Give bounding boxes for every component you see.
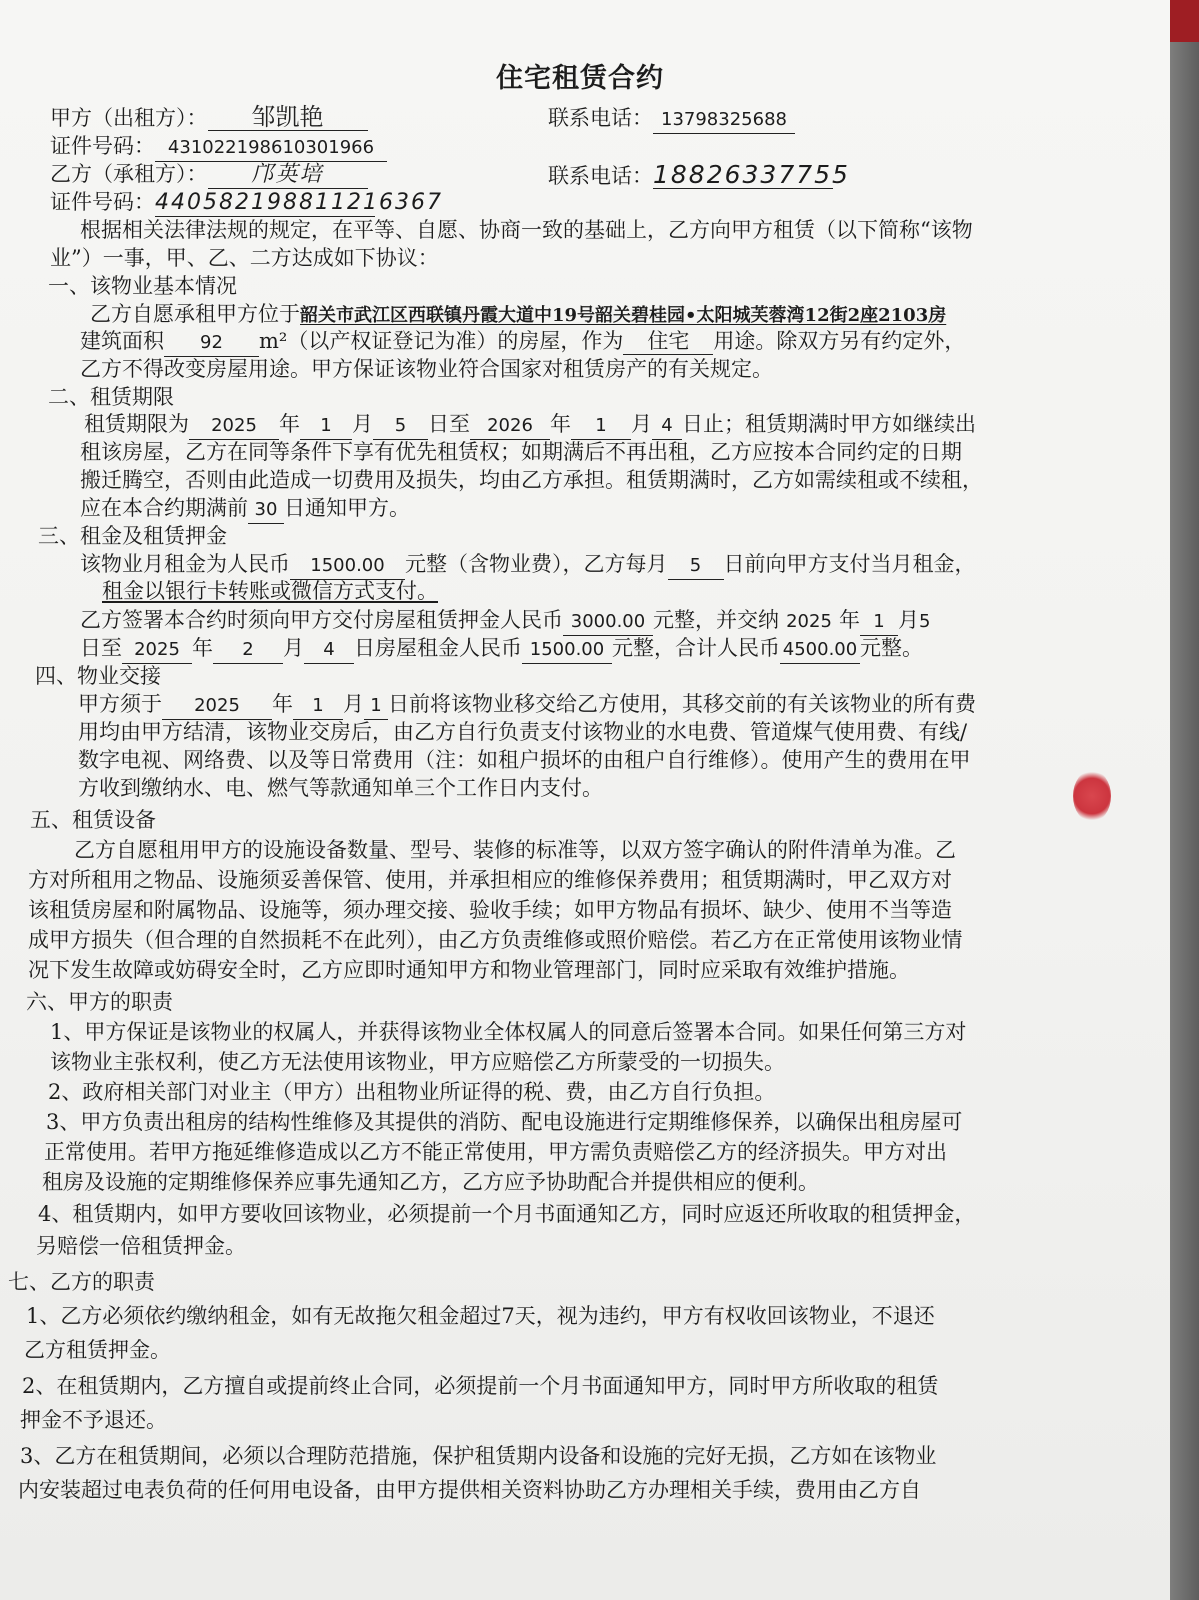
s6-line-3: 2、政府相关部门对业主（甲方）出租物业所证得的税、费，由乙方自行负担。 (48, 1080, 776, 1104)
intro-line-2: 业”）一事，甲、乙、二方达成如下协议： (50, 246, 439, 270)
s4-text: 甲方须于 (78, 692, 162, 716)
s3-line-1 (80, 550, 976, 580)
party-b-name: 邝英培 (208, 162, 368, 189)
s2-line-4 (80, 494, 410, 524)
s2-text: 月 (631, 412, 652, 436)
id-label: 证件号码： (50, 190, 155, 214)
lease-end-month: 1 (571, 413, 631, 440)
party-b-phone-row (548, 160, 850, 190)
s2-text: 租赁期限为 (84, 412, 189, 436)
section-3-heading: 三、租金及租赁押金 (38, 524, 227, 548)
page-title: 住宅租赁合约 (496, 63, 664, 94)
first-pay-year: 2025 (786, 611, 832, 632)
s3-text: 月 (283, 636, 304, 660)
s3-text: 年 (839, 608, 860, 632)
s2-text: 月 (352, 412, 373, 436)
s2-line-1 (84, 410, 976, 440)
handover-year: 2025 (162, 693, 272, 720)
first-pay-month: 1 (860, 609, 898, 636)
s2-text: 年 (279, 412, 300, 436)
s3-text: 年 (192, 636, 213, 660)
s3-text: 日前向甲方支付当月租金， (723, 552, 976, 576)
s6-line-2: 该物业主张权利，使乙方无法使用该物业，甲方应赔偿乙方所蒙受的一切损失。 (50, 1050, 785, 1074)
section-2-heading: 二、租赁期限 (48, 385, 174, 409)
s3-text: 元整，并交纳 (653, 608, 779, 632)
monthly-rent: 1500.00 (290, 553, 405, 580)
s5-line-1: 乙方自愿租用甲方的设施设备数量、型号、装修的标准等，以双方签字确认的附件清单为准。乙 (74, 838, 956, 862)
first-to-day: 4 (304, 637, 354, 664)
id-label: 证件号码： (50, 134, 155, 158)
red-seal-mark (1073, 770, 1111, 822)
party-b-row (50, 160, 368, 189)
party-b-label: 乙方（承租方）： (50, 162, 208, 186)
s1-line-1 (90, 300, 946, 330)
s7-line-3: 2、在租赁期内，乙方擅自或提前终止合同，必须提前一个月书面通知甲方，同时甲方所收取的租赁 (22, 1374, 939, 1398)
first-rent-amount: 1500.00 (522, 637, 612, 664)
deposit-amount: 3000.00 (563, 609, 653, 636)
s7-line-5: 3、乙方在租赁期间，必须以合理防范措施，保护租赁期内设备和设施的完好无损，乙方如在该物业 (20, 1444, 937, 1468)
s3-line-4 (80, 634, 923, 664)
s6-line-4: 3、甲方负责出租房的结构性维修及其提供的消防、配电设施进行定期维修保养，以确保出租房屋可 (46, 1110, 963, 1134)
s3-text: 元整（含物业费），乙方每月 (405, 552, 668, 576)
party-a-row (50, 104, 368, 132)
lease-start-year: 2025 (189, 413, 279, 440)
s3-text: 元整，合计人民币 (612, 636, 780, 660)
party-b-id: 440582198811216367 (155, 190, 443, 215)
s4-text: 月 (343, 692, 364, 716)
s3-line-2: 租金以银行卡转账或微信方式支付。 (102, 579, 438, 603)
s7-line-6: 内安装超过电表负荷的任何用电设备，由甲方提供相关资料协助乙方办理相关手续，费用由乙方自 (18, 1478, 921, 1502)
phone-label: 联系电话： (548, 164, 653, 188)
s2-text: 年 (550, 412, 571, 436)
lease-end-year: 2026 (470, 413, 550, 440)
lease-end-day: 4 (652, 413, 682, 440)
s4-line-2: 用均由甲方结清，该物业交房后，由乙方自行负责支付该物业的水电费、管道煤气使用费、有线/ (78, 720, 968, 744)
party-a-id-row (50, 132, 387, 162)
s7-line-4: 押金不予退还。 (20, 1408, 167, 1432)
s6-line-1: 1、甲方保证是该物业的权属人，并获得该物业全体权属人的同意后签署本合同。如果任何第三方对 (50, 1020, 967, 1044)
s2-text: 日止；租赁期满时甲方如继续出 (682, 412, 976, 436)
s1-line-2 (80, 327, 965, 357)
s2-line-2: 租该房屋，乙方在同等条件下享有优先租赁权；如期满后不再出租，乙方应按本合同约定的日期 (80, 440, 962, 464)
s4-line-3: 数字电视、网络费、以及等日常费用（注：如租户损坏的由租户自行维修）。使用产生的费用在甲 (78, 748, 971, 772)
s4-text: 年 (272, 692, 293, 716)
s7-line-2: 乙方租赁押金。 (24, 1338, 171, 1362)
total-amount: 4500.00 (780, 637, 860, 664)
party-a-id: 431022198610301966 (155, 135, 387, 162)
s6-line-5: 正常使用。若甲方拖延维修造成以乙方不能正常使用，甲方需负责赔偿乙方的经济损失。甲方对出 (44, 1140, 947, 1164)
s1-line-3: 乙方不得改变房屋用途。甲方保证该物业符合国家对租赁房产的有关规定。 (80, 357, 773, 381)
party-b-id-row (50, 188, 443, 217)
phone-label: 联系电话： (548, 106, 653, 130)
s2-text: 日通知甲方。 (284, 496, 410, 520)
party-b-phone: 18826337755 (653, 160, 850, 189)
intro-line-1: 根据相关法律法规的规定，在平等、自愿、协商一致的基础上，乙方向甲方租赁（以下简称“该物 (80, 218, 973, 242)
s2-line-3: 搬迁腾空，否则由此造成一切费用及损失，均由乙方承担。租赁期满时，乙方如需续租或不续租， (80, 468, 983, 492)
s5-line-5: 况下发生故障或妨碍安全时，乙方应即时通知甲方和物业管理部门，同时应采取有效维护措施。 (28, 958, 910, 982)
first-pay-day: 5 (919, 611, 931, 632)
s6-line-7: 4、租赁期内，如甲方要收回该物业，必须提前一个月书面通知乙方，同时应返还所收取的租赁押金， (38, 1202, 976, 1226)
handover-day: 1 (364, 693, 388, 720)
lease-start-day: 5 (373, 413, 428, 440)
s3-text: 乙方签署本合约时须向甲方交付房屋租赁押金人民币 (80, 608, 563, 632)
first-to-month: 2 (213, 637, 283, 664)
s3-text: 日房屋租金人民币 (354, 636, 522, 660)
lease-start-month: 1 (300, 413, 352, 440)
notice-days: 30 (248, 497, 284, 524)
party-a-phone-row (548, 104, 795, 134)
section-6-heading: 六、甲方的职责 (26, 990, 173, 1014)
s1-text: m²（以产权证登记为准）的房屋，作为 (259, 329, 624, 353)
s3-text: 元整。 (860, 636, 923, 660)
s5-line-3: 该租赁房屋和附属物品、设施等，须办理交接、验收手续；如甲方物品有损坏、缺少、使用不当等造 (28, 898, 952, 922)
s7-line-1: 1、乙方必须依约缴纳租金，如有无故拖欠租金超过7天，视为违约，甲方有权收回该物业，不退还 (26, 1304, 935, 1328)
property-usage: 住宅 (623, 328, 713, 355)
party-a-name: 邹凯艳 (208, 104, 368, 131)
section-1-heading: 一、该物业基本情况 (48, 274, 237, 298)
section-4-heading: 四、物业交接 (35, 664, 161, 688)
section-7-heading: 七、乙方的职责 (8, 1270, 155, 1294)
rent-pay-day: 5 (668, 553, 724, 580)
party-a-phone: 13798325688 (653, 107, 795, 134)
s3-text: 日至 (80, 636, 122, 660)
building-area: 92 (164, 330, 259, 357)
s1-text: 建筑面积 (80, 329, 164, 353)
s3-text: 月 (898, 608, 919, 632)
s5-line-2: 方对所租用之物品、设施须妥善保管、使用，并承担相应的维修保养费用；租赁期满时，甲乙双方对 (28, 868, 952, 892)
property-address: 韶关市武江区西联镇丹霞大道中19号韶关碧桂园•太阳城芙蓉湾12街2座2103房 (300, 305, 947, 326)
s4-line-4: 方收到缴纳水、电、燃气等款通知单三个工作日内支付。 (78, 776, 603, 800)
handover-month: 1 (293, 693, 343, 720)
s6-line-8: 另赔偿一倍租赁押金。 (36, 1234, 246, 1258)
s5-line-4: 成甲方损失（但合理的自然损耗不在此列），由乙方负责维修或照价赔偿。若乙方在正常使用该物业情 (28, 928, 963, 952)
s2-text: 日至 (428, 412, 470, 436)
party-a-label: 甲方（出租方）： (50, 106, 208, 130)
s1-text: 用途。除双方另有约定外， (713, 329, 966, 353)
s6-line-6: 租房及设施的定期维修保养应事先通知乙方，乙方应予协助配合并提供相应的便利。 (42, 1170, 819, 1194)
s4-line-1 (78, 690, 976, 720)
section-5-heading: 五、租赁设备 (30, 808, 156, 832)
s3-text: 该物业月租金为人民币 (80, 552, 290, 576)
s1-text: 乙方自愿承租甲方位于 (90, 302, 300, 326)
s3-line-3 (80, 606, 930, 636)
s2-text: 应在本合约期满前 (80, 496, 248, 520)
s4-text: 日前将该物业移交给乙方使用，其移交前的有关该物业的所有费 (388, 692, 976, 716)
first-to-year: 2025 (122, 637, 192, 664)
